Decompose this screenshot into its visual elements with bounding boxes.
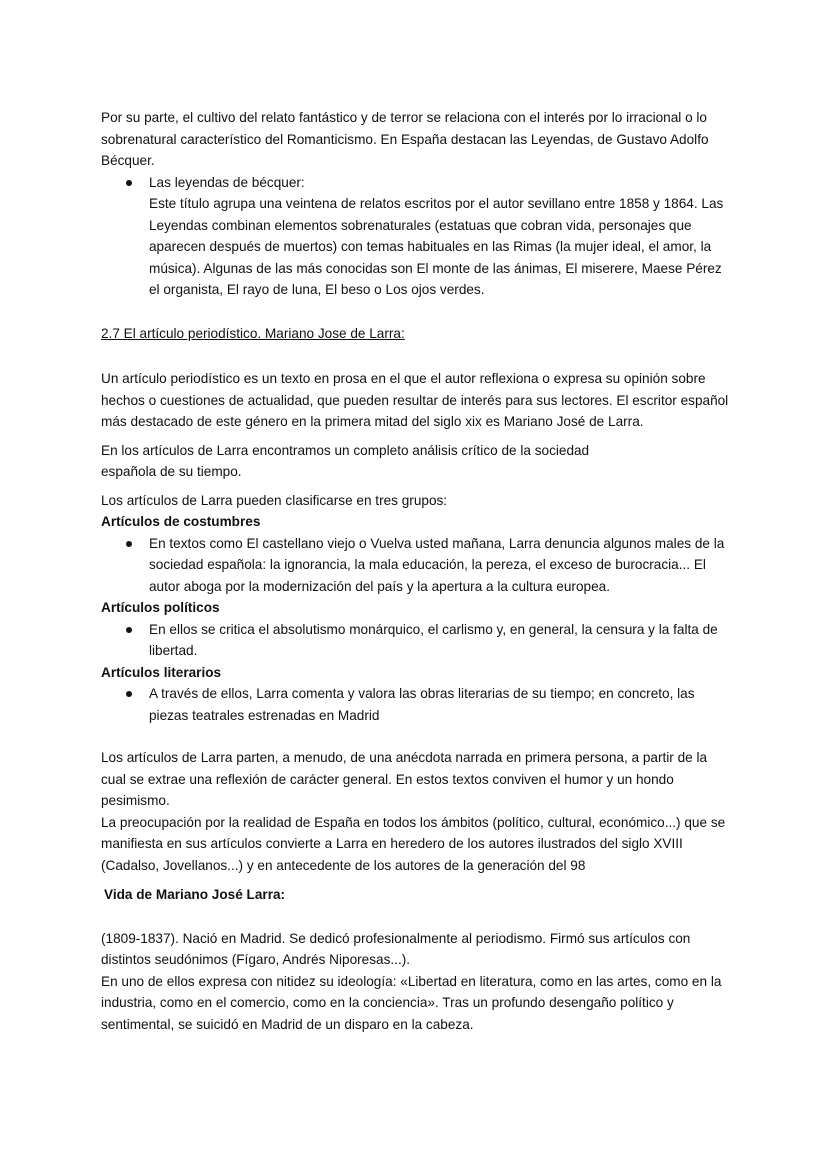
vida-paragraph-2: En uno de ellos expresa con nitidez su ideología: «Libertad en literatura, como en las artes, como en la industria, como en el comercio, como en la conciencia». Tras un profundo desengaño político y sentimental, se suicidó en Madrid de un disparo en la cabeza. xyxy=(101,973,722,1032)
bullet-icon xyxy=(126,541,132,547)
list-item xyxy=(101,619,731,662)
leyendas-title: Las leyendas de bécquer: xyxy=(149,174,305,190)
group-list-politicos xyxy=(101,619,731,662)
list-item xyxy=(101,172,731,301)
section-heading: 2.7 El artículo periodístico. Mariano Jose de Larra: xyxy=(101,325,405,341)
group-list-costumbres xyxy=(101,533,731,598)
concern-paragraph: La preocupación por la realidad de España en todos los ámbitos (político, cultural, económico...) que se manifiesta en sus artículos convierte a Larra en heredero de los autores ilustrados del siglo XVIII (Cadalso, Jovellanos...) y en antecedente de los autores de la generación del 98 xyxy=(101,814,726,873)
list-item xyxy=(101,683,731,726)
group-title-literarios: Artículos literarios xyxy=(101,664,222,680)
group-bullet-text: En ellos se critica el absolutismo monárquico, el carlismo y, en general, la censura y la falta de libertad. xyxy=(149,621,718,658)
list-item xyxy=(101,533,731,598)
definition-paragraph: Un artículo periodístico es un texto en prosa en el que el autor reflexiona o expresa su opinión sobre hechos o cuestiones de actualidad, que pueden resultar de interés para sus lectores. El escritor español más destacado de este género en la primera mitad del siglo xix es Mariano José de Larra. xyxy=(101,371,729,429)
groups-intro: Los artículos de Larra pueden clasificarse en tres grupos: xyxy=(101,492,448,508)
analysis-line-2: española de su tiempo. xyxy=(101,464,242,479)
anecdote-paragraph: Los artículos de Larra parten, a menudo, de una anécdota narrada en primera persona, a partir de la cual se extrae una reflexión de carácter general. En estos textos conviven el humor y un hondo pesimismo. xyxy=(101,750,708,808)
leyendas-body: Este título agrupa una veintena de relatos escritos por el autor sevillano entre 1858 y 1864. Las Leyendas combinan elementos sobrenaturales (estatuas que cobran vida, personajes que aparecen después de muertos) con temas habituales en las Rimas (la mujer ideal, el amor, la música). Algunas de las más conocidas son El monte de las ánimas, El miserere, Maese Pérez el organista, El rayo de luna, El beso o Los ojos verdes. xyxy=(149,196,724,297)
vida-paragraph-1: (1809-1837). Nació en Madrid. Se dedicó profesionalmente al periodismo. Firmó sus artículos con distintos seudónimos (Fígaro, Andrés Niporesas...). xyxy=(101,930,691,967)
bullet-icon xyxy=(126,691,132,697)
group-title-costumbres: Artículos de costumbres xyxy=(101,514,261,529)
document-page xyxy=(101,107,731,1035)
vida-heading: Vida de Mariano José Larra: xyxy=(104,887,286,902)
group-title-politicos: Artículos políticos xyxy=(101,600,220,615)
analysis-line-1: En los artículos de Larra encontramos un completo análisis crítico de la sociedad xyxy=(101,442,590,458)
group-bullet-text: En textos como El castellano viejo o Vuelva usted mañana, Larra denuncia algunos males de la sociedad española: la ignorancia, la mala educación, la pereza, el exceso de burocracia... El autor aboga por la modernización del país y la apertura a la cultura europea. xyxy=(149,535,725,594)
group-list-literarios xyxy=(101,683,731,726)
intro-paragraph: Por su parte, el cultivo del relato fantástico y de terror se relaciona con el interés por lo irracional o lo sobrenatural característico del Romanticismo. En España destacan las Leyendas, de Gustavo Adolfo Bécquer. xyxy=(101,110,709,168)
bullet-icon xyxy=(126,627,132,633)
analysis-paragraph xyxy=(101,440,731,483)
leyendas-list xyxy=(101,172,731,301)
group-bullet-text: A través de ellos, Larra comenta y valora las obras literarias de su tiempo; en concreto, las piezas teatrales estrenadas en Madrid xyxy=(149,686,695,723)
bullet-icon xyxy=(126,180,132,186)
